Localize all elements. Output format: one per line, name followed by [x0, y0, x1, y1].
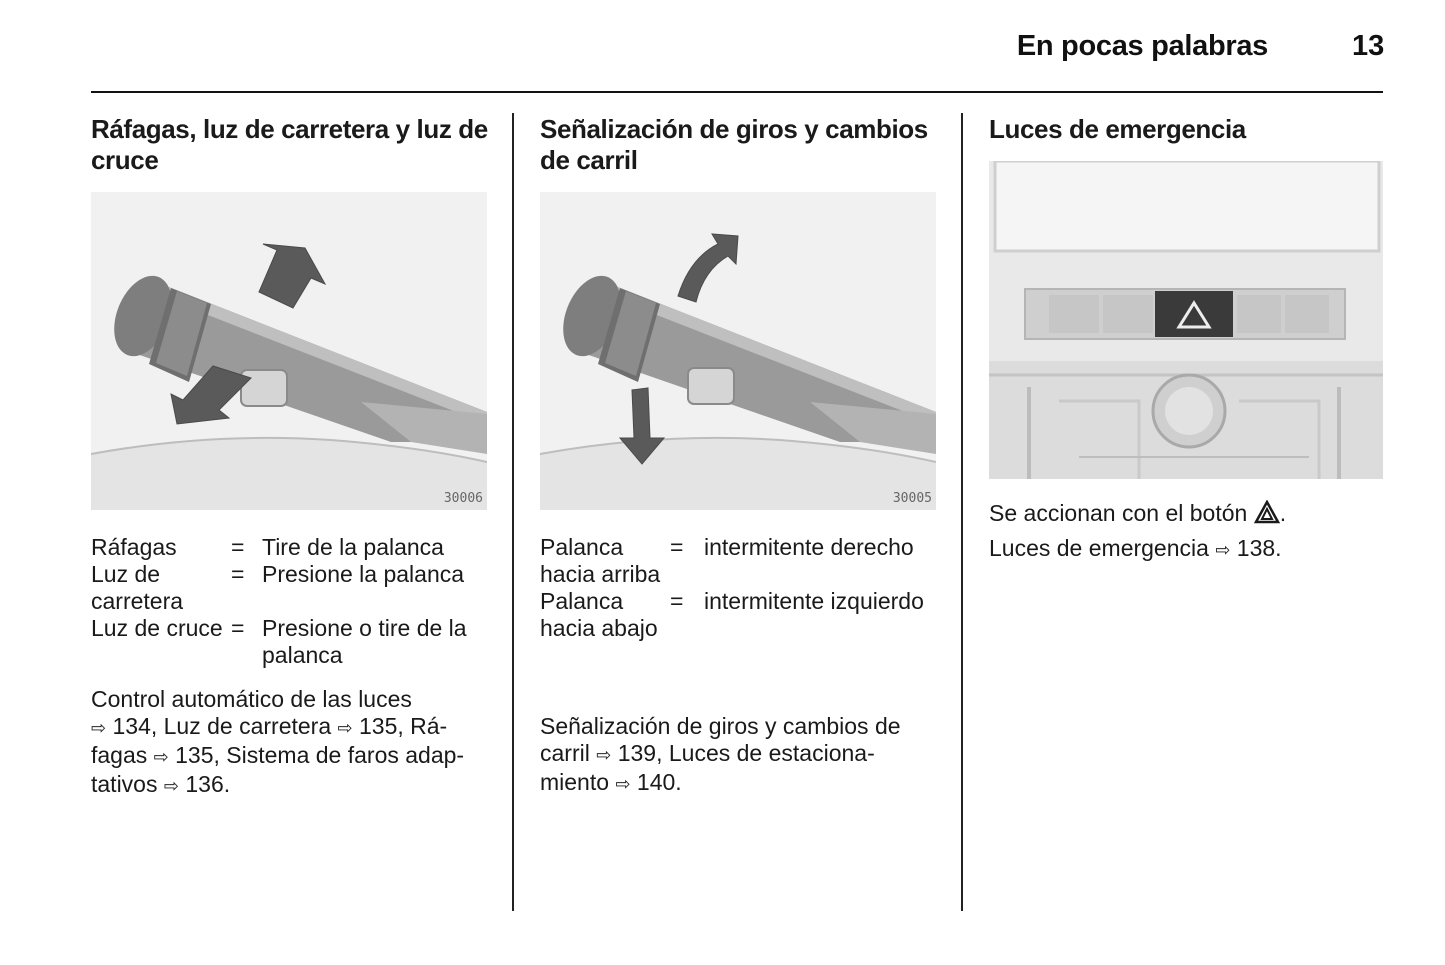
definition-row — [540, 534, 940, 588]
text-line — [989, 500, 1389, 527]
section-cross-references — [91, 686, 491, 800]
column-divider-2 — [961, 113, 963, 911]
definition-term: Palanca hacia abajo — [540, 588, 658, 641]
definition-desc: intermitente derecho — [704, 534, 914, 560]
section-title: Señalización de giros y cambios de carril — [540, 114, 928, 175]
definition-row — [91, 534, 491, 561]
page-number: 13 — [1352, 30, 1385, 62]
text-segment: 134, Luz de carretera — [106, 713, 338, 739]
section-turn-signals — [540, 114, 940, 176]
text-segment: 140. — [630, 769, 682, 795]
ref-arrow-icon: ⇨ — [153, 747, 169, 767]
lever-definitions — [540, 534, 940, 642]
text-segment: tativos — [91, 771, 164, 797]
text-line — [91, 742, 491, 771]
figure-headlight-lever — [91, 192, 487, 510]
text-line — [91, 713, 491, 742]
page-header-title: En pocas palabras — [1016, 30, 1268, 62]
section-flash-high-low-beam — [91, 114, 491, 176]
text-segment: Se accionan con el botón — [989, 500, 1254, 526]
ref-arrow-icon: ⇨ — [163, 776, 179, 796]
ref-arrow-icon: ⇨ — [1215, 540, 1231, 560]
text-segment: 135, Sistema de faros adap- — [168, 742, 465, 768]
hazard-instructions — [989, 500, 1389, 564]
lever-definitions — [91, 534, 491, 669]
text-segment: fagas — [91, 742, 154, 768]
text-segment: carril — [540, 740, 597, 766]
figure-id: 30006 — [443, 491, 483, 506]
text-segment: 138. — [1230, 535, 1282, 561]
header-divider — [91, 91, 1383, 93]
text-segment: 136. — [178, 771, 231, 797]
figure-turn-signal-lever — [540, 192, 936, 510]
ref-arrow-icon: ⇨ — [337, 718, 353, 738]
section-title: Ráfagas, luz de carretera y luz de cruce — [91, 114, 488, 175]
text-segment: Señalización de giros y cambios de — [540, 713, 901, 739]
text-segment: . — [1279, 500, 1287, 526]
figure-hazard-panel — [989, 161, 1383, 479]
text-segment: 135, Rá- — [352, 713, 448, 739]
text-segment: Control automático de las luces — [91, 686, 412, 712]
ref-arrow-icon: ⇨ — [615, 774, 631, 794]
hazard-triangle-icon — [1254, 500, 1280, 524]
definition-term: Palanca hacia arriba — [540, 534, 661, 587]
definition-desc: Presione la palanca — [262, 561, 465, 587]
text-line — [91, 686, 491, 713]
definition-row — [91, 615, 491, 669]
ref-arrow-icon: ⇨ — [596, 745, 612, 765]
hazard-panel-illustration — [989, 161, 1383, 479]
definition-equals: = — [231, 615, 245, 641]
headlight-lever-illustration — [91, 192, 487, 510]
ref-arrow-icon: ⇨ — [91, 718, 107, 738]
definition-desc: intermitente izquierdo — [704, 588, 924, 614]
figure-id: 30005 — [892, 491, 932, 506]
text-line — [91, 771, 491, 800]
text-line — [540, 769, 940, 798]
definition-term: Luz de carretera — [91, 561, 184, 614]
definition-desc: Tire de la palanca — [262, 534, 444, 560]
definition-row — [540, 588, 940, 642]
definition-desc: Presione o tire de la palanca — [262, 615, 467, 668]
column-divider-1 — [512, 113, 514, 911]
definition-equals: = — [231, 561, 245, 587]
text-line — [540, 713, 940, 740]
definition-term: Ráfagas — [91, 534, 177, 560]
text-line — [540, 740, 940, 769]
text-line — [989, 535, 1389, 564]
definition-row — [91, 561, 491, 615]
section-cross-references — [540, 713, 940, 798]
definition-equals: = — [670, 588, 684, 614]
definition-equals: = — [670, 534, 684, 560]
text-segment: miento — [540, 769, 616, 795]
definition-term: Luz de cruce — [91, 615, 223, 641]
turn-signal-lever-illustration — [540, 192, 936, 510]
definition-equals: = — [231, 534, 245, 560]
section-title: Luces de emergencia — [989, 114, 1246, 144]
section-hazard-lights — [989, 114, 1389, 145]
text-segment: 139, Luces de estaciona- — [611, 740, 875, 766]
text-segment: Luces de emergencia — [989, 535, 1216, 561]
